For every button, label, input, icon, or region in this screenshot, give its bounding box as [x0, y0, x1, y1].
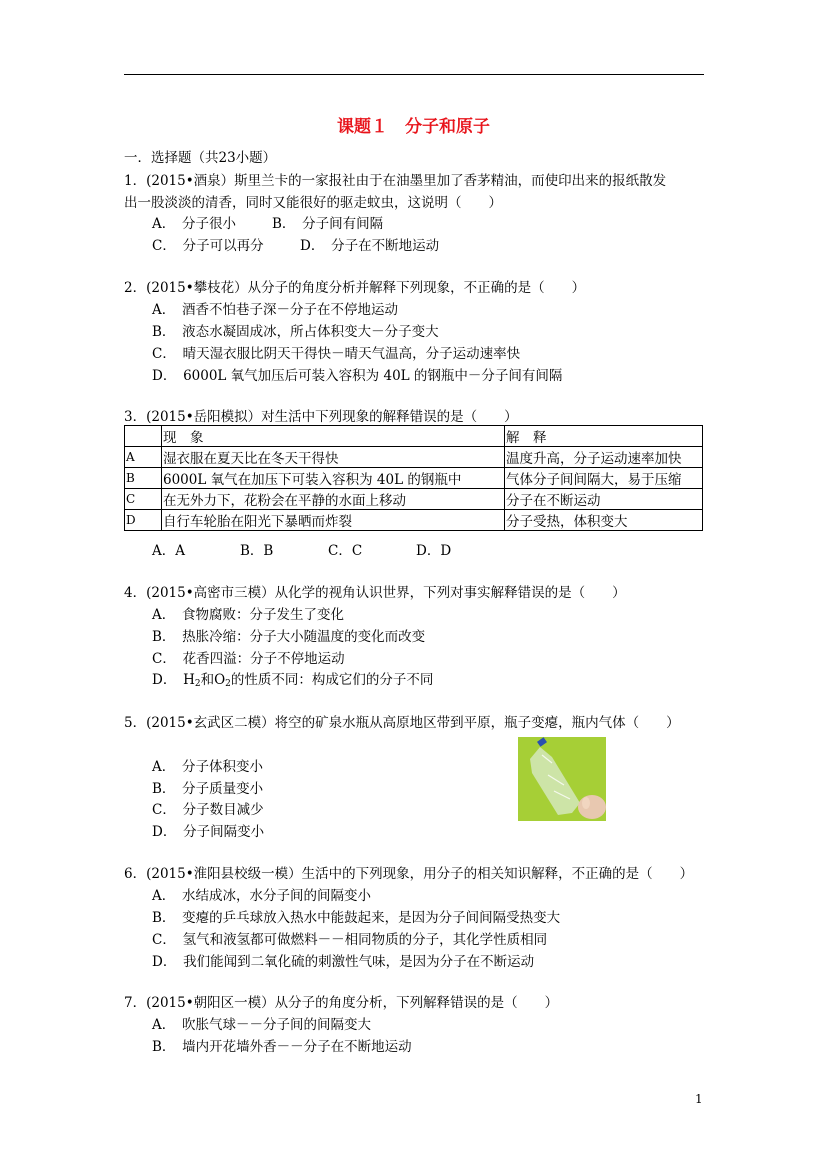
- q1-stem-line2: 出一股淡淡的清香，同时又能很好的驱走蚊虫，这说明（ ）: [124, 195, 502, 211]
- table-row: [125, 447, 703, 468]
- q5-option-a: A． 分子体积变小: [152, 759, 263, 775]
- table-cell: 自行车轮胎在阳光下暴晒而炸裂: [162, 510, 505, 531]
- q6-option-b: B． 变瘪的乒乓球放入热水中能鼓起来，是因为分子间间隔受热变大: [152, 910, 561, 926]
- q5-option-c: C． 分子数目减少: [152, 802, 264, 818]
- q2-option-d: D． 6000L 氧气加压后可装入容积为 40L 的钢瓶中－分子间有间隔: [152, 368, 563, 384]
- q7-option-a: A． 吹胀气球－－分子间的间隔变大: [152, 1017, 371, 1033]
- table-cell: D: [125, 510, 162, 531]
- q2-stem: 2．(2015•攀枝花）从分子的角度分析并解释下列现象，不正确的是（ ）: [124, 280, 586, 296]
- table-row: [125, 489, 703, 510]
- table-header-row: [125, 426, 703, 447]
- q3-option-c: C．C: [328, 543, 363, 559]
- q3-option-d: D．D: [416, 543, 452, 559]
- q2-option-c: C． 晴天湿衣服比阴天干得快－晴天气温高，分子运动速率快: [152, 346, 521, 362]
- table-cell: C: [125, 489, 162, 510]
- q4-option-d: [152, 668, 433, 689]
- section-heading: 一．选择题（共23小题）: [124, 150, 277, 166]
- q5-option-d: D． 分子间隔变小: [152, 824, 265, 840]
- table-cell: 气体分子间间隔大，易于压缩: [505, 468, 703, 489]
- table-row: [125, 510, 703, 531]
- table-cell: [125, 426, 162, 447]
- table-header-phenomenon: 现 象: [162, 426, 505, 447]
- header-rule: [124, 74, 704, 75]
- table-cell: 分子在不断运动: [505, 489, 703, 510]
- q1-option-a: A． 分子很小: [152, 216, 236, 232]
- q5-stem: 5．(2015•玄武区二模）将空的矿泉水瓶从高原地区带到平原，瓶子变瘪，瓶内气体（ ）: [124, 715, 680, 731]
- q1-option-c: C． 分子可以再分: [152, 238, 264, 254]
- table-cell: 湿衣服在夏天比在冬天干得快: [162, 447, 505, 468]
- page-title: 课题１ 分子和原子: [337, 117, 490, 137]
- q3-stem: 3．(2015•岳阳模拟）对生活中下列现象的解释错误的是（ ）: [124, 409, 518, 425]
- q1-option-b: B． 分子间有间隔: [272, 216, 384, 232]
- q4-option-b: B． 热胀冷缩：分子大小随温度的变化而改变: [152, 629, 426, 645]
- table-header-explanation: 解 释: [505, 426, 703, 447]
- subscript: 2: [225, 679, 231, 689]
- table-cell: B: [125, 468, 162, 489]
- water-bottle-image: [518, 737, 606, 821]
- q4-option-d-mid: 和O: [200, 672, 226, 688]
- q1-stem-line1: 1．(2015•酒泉）斯里兰卡的一家报社由于在油墨里加了香茅精油，而使印出来的报纸散发: [124, 173, 667, 189]
- q2-option-b: B． 液态水凝固成冰，所占体积变大－分子变大: [152, 324, 439, 340]
- subscript: 2: [194, 679, 201, 689]
- q6-option-c: C． 氢气和液氢都可做燃料－－相同物质的分子，其化学性质相同: [152, 932, 548, 948]
- q3-option-b: B．B: [240, 543, 274, 559]
- table-cell: 温度升高，分子运动速率加快: [505, 447, 703, 468]
- q2-option-a: A． 酒香不怕巷子深－分子在不停地运动: [152, 302, 398, 318]
- q7-stem: 7．(2015•朝阳区一模）从分子的角度分析，下列解释错误的是（ ）: [124, 995, 559, 1011]
- q3-option-a: A．A: [152, 543, 185, 559]
- bottle-photo: [518, 737, 606, 821]
- page-number: 1: [695, 1092, 703, 1106]
- q5-option-b: B． 分子质量变小: [152, 781, 264, 797]
- q3-table: [124, 425, 703, 531]
- q4-option-a: A． 食物腐败：分子发生了变化: [152, 607, 344, 623]
- q7-option-b: B． 墙内开花墙外香－－分子在不断地运动: [152, 1039, 412, 1055]
- q6-option-a: A． 水结成冰，水分子间的间隔变小: [152, 888, 371, 904]
- q4-option-d-suffix: 的性质不同：构成它们的分子不同: [230, 672, 434, 688]
- q4-stem: 4．(2015•高密市三模）从化学的视角认识世界，下列对事实解释错误的是（ ）: [124, 585, 626, 601]
- table-cell: 分子受热，体积变大: [505, 510, 703, 531]
- table-cell: 6000L 氧气在加压下可装入容积为 40L 的钢瓶中: [162, 468, 505, 489]
- table-cell: A: [125, 447, 162, 468]
- q1-option-d: D． 分子在不断地运动: [300, 238, 440, 254]
- table-row: [125, 468, 703, 489]
- q6-stem: 6．(2015•淮阳县校级一模）生活中的下列现象，用分子的相关知识解释，不正确的是（ ）: [124, 866, 694, 882]
- q4-option-c: C． 花香四溢：分子不停地运动: [152, 651, 345, 667]
- q6-option-d: D． 我们能闻到二氧化硫的刺激性气味，是因为分子在不断运动: [152, 954, 535, 970]
- table-cell: 在无外力下，花粉会在平静的水面上移动: [162, 489, 505, 510]
- q4-option-d-prefix: D． H: [152, 672, 195, 688]
